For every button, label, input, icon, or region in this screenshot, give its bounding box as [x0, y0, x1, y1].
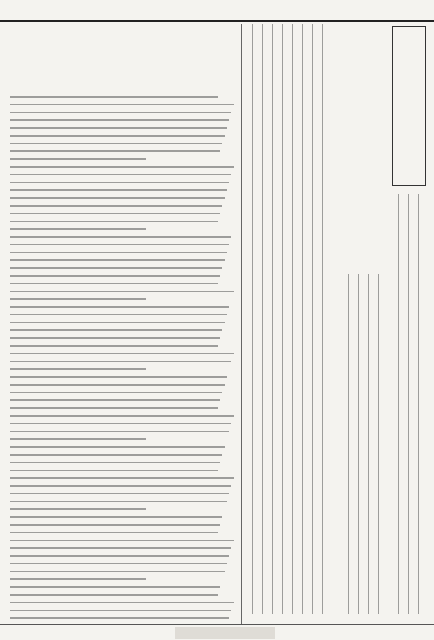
text-column-line — [378, 274, 379, 614]
text-line — [10, 407, 218, 409]
text-line — [10, 205, 222, 207]
masthead — [0, 0, 434, 22]
text-column — [344, 274, 353, 614]
text-line — [10, 267, 222, 269]
text-column-line — [418, 194, 419, 614]
text-line — [10, 571, 225, 573]
text-line — [10, 345, 218, 347]
text-line — [10, 275, 220, 277]
text-line — [10, 485, 231, 487]
text-line — [10, 259, 225, 261]
text-column — [298, 24, 307, 614]
text-line — [10, 112, 231, 114]
text-column — [258, 24, 267, 614]
text-line — [10, 399, 220, 401]
text-line — [10, 135, 225, 137]
text-column-line — [262, 24, 263, 614]
text-line — [10, 547, 231, 549]
article-body-lines — [10, 96, 236, 625]
text-column — [308, 24, 317, 614]
text-line — [10, 617, 229, 619]
text-line — [10, 166, 234, 168]
text-column-line — [252, 24, 253, 614]
text-line — [10, 438, 146, 440]
text-line — [10, 329, 222, 331]
text-line — [10, 291, 234, 293]
text-line — [10, 610, 231, 612]
text-line — [10, 594, 218, 596]
text-line — [10, 96, 218, 98]
text-line — [10, 143, 222, 145]
text-line — [10, 353, 234, 355]
law-column — [244, 24, 430, 624]
text-column-line — [408, 194, 409, 614]
text-line — [10, 501, 227, 503]
text-line — [10, 493, 229, 495]
text-column — [288, 24, 297, 614]
text-column-line — [272, 24, 273, 614]
text-line — [10, 213, 220, 215]
text-column-line — [368, 274, 369, 614]
text-line — [10, 306, 229, 308]
text-line — [10, 182, 229, 184]
text-column-line — [282, 24, 283, 614]
text-line — [10, 104, 234, 106]
text-column-line — [398, 194, 399, 614]
text-line — [10, 298, 146, 300]
election-article — [4, 24, 242, 624]
text-line — [10, 368, 146, 370]
text-column-line — [322, 24, 323, 614]
page-footer — [0, 624, 434, 640]
text-column-line — [348, 274, 349, 614]
text-line — [10, 470, 218, 472]
text-column-line — [358, 274, 359, 614]
text-column — [354, 274, 363, 614]
text-column — [278, 24, 287, 614]
side-box — [392, 26, 426, 186]
text-line — [10, 337, 220, 339]
text-line — [10, 540, 234, 542]
text-line — [10, 361, 231, 363]
text-line — [10, 446, 225, 448]
text-line — [10, 555, 229, 557]
text-line — [10, 524, 220, 526]
text-line — [10, 508, 146, 510]
archive-stamp — [175, 627, 275, 639]
text-line — [10, 376, 227, 378]
text-line — [10, 283, 218, 285]
text-column — [394, 194, 403, 614]
text-line — [10, 477, 234, 479]
text-column — [374, 274, 383, 614]
text-column-line — [312, 24, 313, 614]
text-line — [10, 384, 225, 386]
text-line — [10, 454, 222, 456]
text-line — [10, 119, 229, 121]
text-line — [10, 431, 229, 433]
text-line — [10, 158, 146, 160]
text-line — [10, 197, 225, 199]
text-column — [404, 194, 413, 614]
text-column — [248, 24, 257, 614]
text-column — [318, 24, 327, 614]
text-line — [10, 127, 227, 129]
text-line — [10, 532, 218, 534]
text-line — [10, 174, 231, 176]
text-column-line — [292, 24, 293, 614]
text-line — [10, 322, 225, 324]
text-line — [10, 423, 231, 425]
text-line — [10, 150, 220, 152]
text-line — [10, 462, 220, 464]
text-line — [10, 563, 227, 565]
text-line — [10, 602, 234, 604]
text-line — [10, 228, 146, 230]
text-line — [10, 314, 227, 316]
text-column — [364, 274, 373, 614]
text-line — [10, 392, 222, 394]
text-line — [10, 244, 229, 246]
text-column — [414, 194, 423, 614]
text-line — [10, 415, 234, 417]
text-line — [10, 252, 227, 254]
text-line — [10, 516, 222, 518]
text-line — [10, 236, 231, 238]
text-line — [10, 221, 218, 223]
text-line — [10, 586, 220, 588]
text-line — [10, 578, 146, 580]
text-line — [10, 189, 227, 191]
text-column-line — [302, 24, 303, 614]
text-column — [268, 24, 277, 614]
